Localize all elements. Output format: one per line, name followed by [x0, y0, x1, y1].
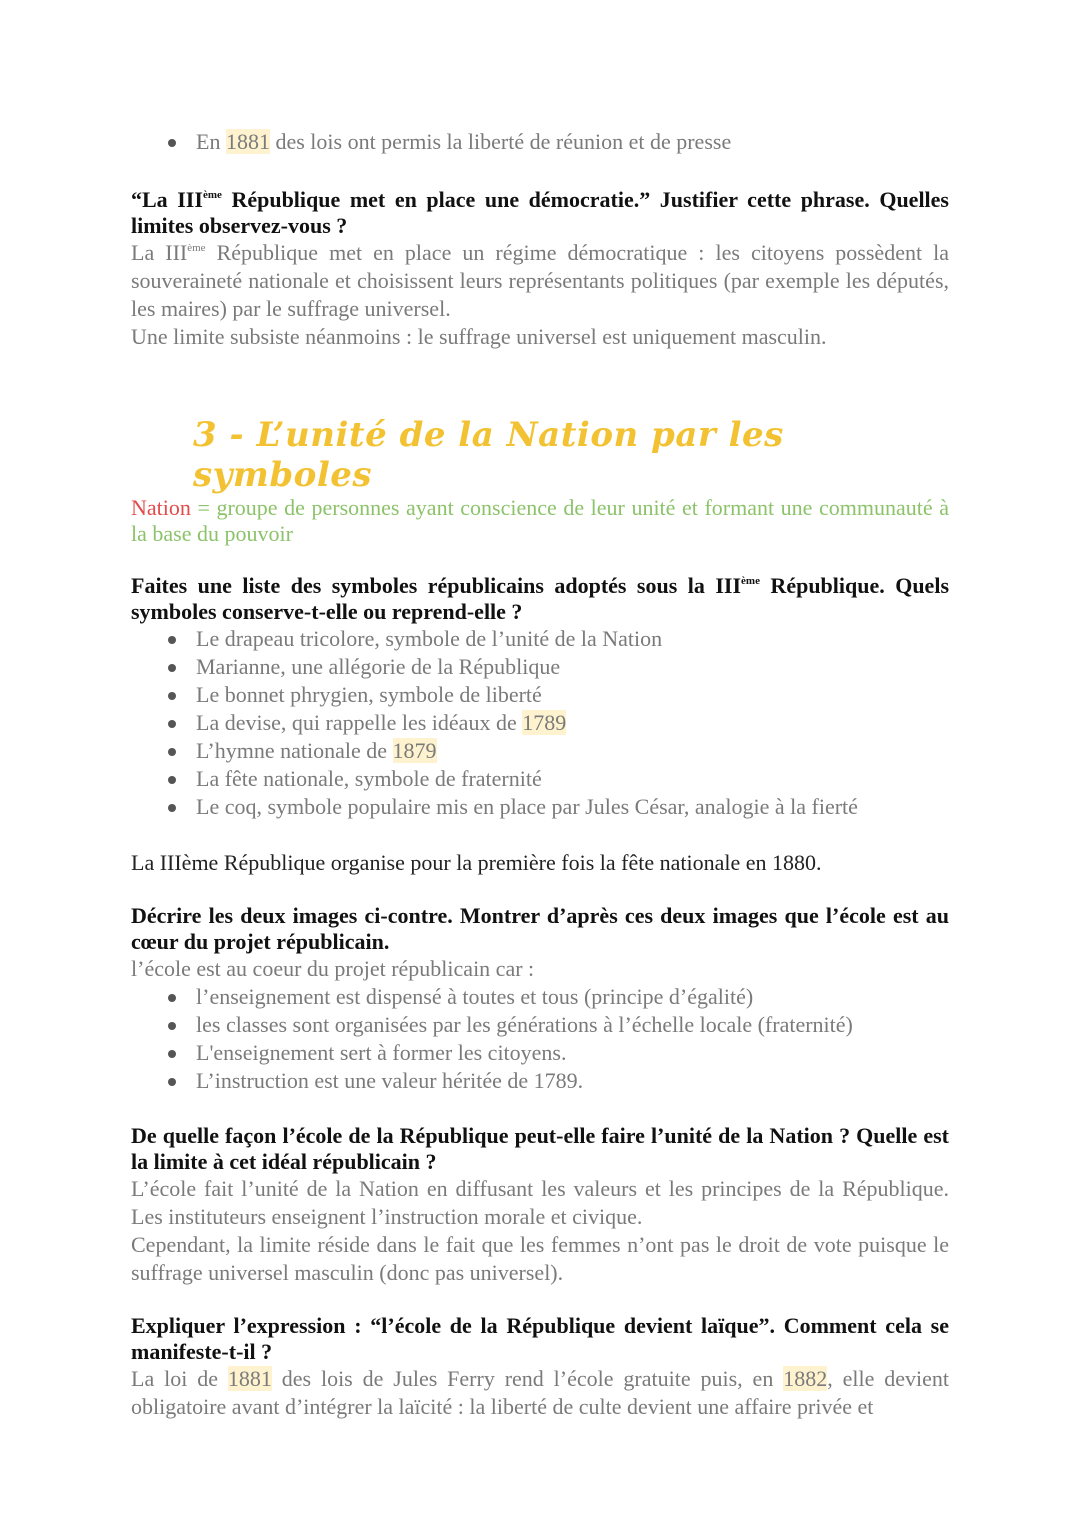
list-item: Le bonnet phrygien, symbole de liberté: [131, 681, 949, 709]
list-item: En 1881 des lois ont permis la liberté de réunion et de presse: [131, 128, 949, 156]
question-school-images: Décrire les deux images ci-contre. Montrer d’après ces deux images que l’école est au cœur du projet républicain.: [131, 903, 949, 954]
list-item: les classes sont organisées par les générations à l’échelle locale (fraternité): [131, 1011, 949, 1039]
question-school-unity: De quelle façon l’école de la République peut-elle faire l’unité de la Nation ? Quelle est la limite à cet idéal républicain ?: [131, 1123, 949, 1174]
question-symbols: Faites une liste des symboles républicains adoptés sous la IIIème République. Quels symboles conserve-t-elle ou reprend-elle ?: [131, 573, 949, 624]
highlight-year: 1879: [392, 738, 437, 763]
list-item: La fête nationale, symbole de fraternité: [131, 765, 949, 793]
definition-nation: Nation = groupe de personnes ayant conscience de leur unité et formant une communauté à la base du pouvoir: [131, 495, 950, 546]
note-fete-nationale: La IIIème République organise pour la première fois la fête nationale en 1880.: [131, 850, 822, 875]
answer-democracy: La IIIème République met en place un régime démocratique : les citoyens possèdent la souveraineté nationale et choisissent leurs représentants politiques (par exemple les députés, les maires) par le suffrage universel.: [131, 240, 949, 321]
highlight-year: 1789: [522, 710, 567, 735]
answer-school-unity: L’école fait l’unité de la Nation en diffusant les valeurs et les principes de la République. Les instituteurs enseignent l’instruction morale et civique.: [131, 1176, 949, 1229]
symbols-list: [131, 625, 949, 821]
highlight-year: 1881: [227, 1366, 272, 1391]
answer-democracy-limit: Une limite subsiste néanmoins : le suffrage universel est uniquement masculin.: [131, 324, 827, 349]
list-item: L’hymne nationale de 1879: [131, 737, 949, 765]
answer-laicite: La loi de 1881 des lois de Jules Ferry rend l’école gratuite puis, en 1882, elle devient obligatoire avant d’intégrer la laïcité : la liberté de culte devient une affaire privée et: [131, 1366, 949, 1419]
answer-school-intro: l’école est au coeur du projet républicain car :: [131, 956, 535, 981]
section-title: 3 - L’unité de la Nation par les symboles: [193, 415, 784, 495]
list-item: La devise, qui rappelle les idéaux de 1789: [131, 709, 949, 737]
top-bullet-list: [131, 128, 949, 156]
school-list: [131, 983, 949, 1095]
question-democracy: “La IIIème République met en place une démocratie.” Justifier cette phrase. Quelles limites observez-vous ?: [131, 187, 949, 238]
document-body: [131, 128, 949, 1421]
list-item: Le drapeau tricolore, symbole de l’unité de la Nation: [131, 625, 949, 653]
answer-school-limit: Cependant, la limite réside dans le fait que les femmes n’ont pas le droit de vote puisque le suffrage universel masculin (donc pas universel).: [131, 1232, 949, 1285]
list-item: Marianne, une allégorie de la République: [131, 653, 949, 681]
list-item: L'enseignement sert à former les citoyens.: [131, 1039, 949, 1067]
highlight-year: 1881: [225, 129, 270, 154]
list-item: L’instruction est une valeur héritée de 1789.: [131, 1067, 949, 1095]
list-item: Le coq, symbole populaire mis en place par Jules César, analogie à la fierté: [131, 793, 949, 821]
list-item: l’enseignement est dispensé à toutes et tous (principe d’égalité): [131, 983, 949, 1011]
highlight-year: 1882: [783, 1366, 828, 1391]
question-laicite: Expliquer l’expression : “l’école de la République devient laïque”. Comment cela se manifeste-t-il ?: [131, 1313, 949, 1364]
